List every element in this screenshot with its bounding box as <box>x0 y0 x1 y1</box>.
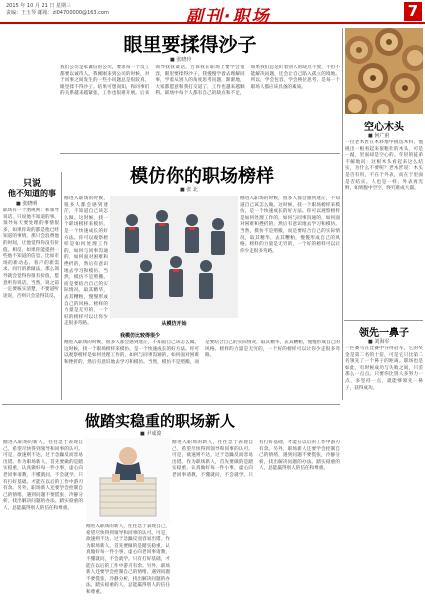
page-number: 7 <box>404 2 422 21</box>
column-divider-left <box>61 172 62 400</box>
article4-body-left: 刚进入职场的时候，很多人都会感到迷茫，不知道自己该怎么做。这时候，找一个职场榜样来模仿，是一个快速成长的好方法。你可以观察榜样是如何处理工作的，如何与同事沟通的，如何面对困难和挫折的，然后有意识地去学习和模仿。当然，模仿不是照搬，而是要结合自己的实际情况，取其精华，去其糟粕，慢慢形成自己的风格。榜样的力量是无穷的，一个好的榜样可以让你少走很多弯路。 <box>64 196 108 326</box>
article5-title: 领先一鼻子 <box>359 328 409 339</box>
article6-title: 做踏实稳重的职场新人 <box>84 412 235 430</box>
header-date: 2015 年 10 月 21 日 星期三 <box>6 3 71 9</box>
article4-title: 模仿你的职场榜样 <box>130 166 274 187</box>
article1-title: 眼里要揉得沙子 <box>123 34 257 56</box>
divider-above-article6 <box>2 404 340 405</box>
article1-byline: ■ 张晓玲 <box>170 57 192 63</box>
article4-subhead: 我模仿比较得很少 <box>120 333 161 339</box>
photo-caption: 从模仿开始 <box>161 321 187 327</box>
paper-stack-photo <box>86 438 170 522</box>
article5-byline: ■ 刘海军 <box>368 339 390 345</box>
article3-author: 何广甫 <box>374 133 390 139</box>
article6-author: 尹成浚 <box>146 431 162 437</box>
article5-author: 刘海军 <box>374 339 390 345</box>
column-divider-right <box>342 28 343 400</box>
business-figures-image <box>110 196 238 318</box>
article6-byline: ■ 尹成浚 <box>140 431 162 437</box>
header-editor: 责编：王玉琴 邮箱：zl04700000@163.com <box>6 10 109 16</box>
article2-byline: ■ 张晓明 <box>16 201 38 207</box>
article1-author: 张晓玲 <box>176 57 192 63</box>
article2-author: 张晓明 <box>22 201 38 207</box>
article6-body-under-photo: 刚进入职场的新人，往往急于表现自己，希望尽快得到领导和同事的认可。可是，欲速则不达，过于急躁反而容易出错。作为职场新人，首先要做的是踏实稳重，认真做好每一件小事，虚心向老同事请教，不懂就问，不会就学。只有打好基础，才能在以后的工作中游刃有余。另外，职场新人还要学会控制自己的情绪，遇到问题不要慌张，冷静分析，找出解决问题的办法。踏实稳重的人，总能赢得别人的信任和尊重。 <box>86 524 170 595</box>
article1-body: 我们公司是家诚信的公司，要求每一个员工都要以诚待人。我刚刚来到公司的时候，对于同事之间发生的一些小问题总是很较真，眼里揉不得沙子。结果可想而知，和同事们的关系越来越紧张，工作也很难开展。后来领导找我谈话，告诉我在职场上要学会宽容，眼里要揉得沙子。我慢慢学着去理解同事，学着从别人的角度思考问题，渐渐地，大家都愿意和我打交道了，工作也越来越顺利。职场中每个人都有自己的缺点和不足，如果我们总是盯着别人的缺点不放，不但不能解决问题，还会让自己陷入孤立的境地。所以，学会包容，学会换位思考，是每一个职场人都应该具备的素质。 <box>60 65 340 97</box>
wood-logs-photo <box>345 28 423 114</box>
article2-body: 职场有一个潜规则：和领导说话，只说他不知道的事。领导每天要处理的事情很多，如果你说的都是他已经知道的事情，那只会浪费他的时间，让他觉得你没有价值。相反，如果你能提供一些他不知道的信息，比如市场的新动态、客户的新需求、同行的新做法，那么领导就会觉得你很有价值，愿意听你说话。当然，说之前一定要核实清楚，不要道听途说，否则只会适得其反。 <box>3 208 59 299</box>
article5-body: 一匹赛马在比赛中夺得冠军，它的奖金是第二名的十倍，可是它只比第二名领先了一个鼻子的距离。职场也是如此，有时候成功与失败之间，只差那么一点点。只要你比别人多努力一点，多坚持一点，就能够领先一鼻子，获得成功。 <box>345 346 423 391</box>
article4-body-bottom: 刚进入职场的时候，很多人都会感到迷茫，不知道自己该怎么做。这时候，找一个职场榜样来模仿，是一个快速成长的好方法。你可以观察榜样是如何处理工作的，如何与同事沟通的，如何面对困难和挫折的，然后有意识地去学习和模仿。当然，模仿不是照搬，而是要结合自己的实际情况，取其精华，去其糟粕，慢慢形成自己的风格。榜样的力量是无穷的，一个好的榜样可以让你少走很多弯路。 <box>64 340 340 365</box>
page-header <box>0 0 425 27</box>
divider-above-article5 <box>344 320 423 321</box>
article4-body-right: 刚进入职场的时候，很多人都会感到迷茫，不知道自己该怎么做。这时候，找一个职场榜样来模仿，是一个快速成长的好方法。你可以观察榜样是如何处理工作的，如何与同事沟通的，如何面对困难和挫折的，然后有意识地去学习和模仿。当然，模仿不是照搬，而是要结合自己的实际情况，取其精华，去其糟粕，慢慢形成自己的风格。榜样的力量是无穷的，一个好的榜样可以让你少走很多弯路。 <box>240 196 340 254</box>
article2-title-line2: 他不知道的事 <box>8 189 56 198</box>
business-figures-photo <box>110 196 238 318</box>
article3-title: 空心木头 <box>364 122 404 133</box>
wood-logs-image <box>345 28 423 114</box>
paper-stack-image <box>86 438 170 522</box>
article4-byline: ■ 张 北 <box>180 187 198 193</box>
article4-author: 张 北 <box>186 187 198 193</box>
article2-title-line1: 只说 <box>22 179 41 189</box>
article6-body-right: 刚进入职场的新人，往往急于表现自己，希望尽快得到领导和同事的认可。可是，欲速则不达，过于急躁反而容易出错。作为职场新人，首先要做的是踏实稳重，认真做好每一件小事，虚心向老同事请教，不懂就问，不会就学。只有打好基础，才能在以后的工作中游刃有余。另外，职场新人还要学会控制自己的情绪，遇到问题不要慌张，冷静分析，找出解决问题的办法。踏实稳重的人，总能赢得别人的信任和尊重。 <box>172 440 340 478</box>
article3-body: 一位老木匠在木料堆中挑选木料，他挑出一根看起来很粗壮的木头，可是一敲，里面却是空心的。年轻的徒弟不解地问：这根木头看起来这么结实，为什么不要呢？老木匠说：木头是否有用，不在于外表，而在于里面是否结实。人也是一样，外表再光鲜，如果腹中空空，终究难成大器。 <box>345 140 423 192</box>
article6-body-left: 刚进入职场的新人，往往急于表现自己，希望尽快得到领导和同事的认可。可是，欲速则不达，过于急躁反而容易出错。作为职场新人，首先要做的是踏实稳重，认真做好每一件小事，虚心向老同事请教，不懂就问，不会就学。只有打好基础，才能在以后的工作中游刃有余。另外，职场新人还要学会控制自己的情绪，遇到问题不要慌张，冷静分析，找出解决问题的办法。踏实稳重的人，总能赢得别人的信任和尊重。 <box>3 440 83 511</box>
divider-under-article1 <box>60 153 340 154</box>
section-title: 副刊·职场 <box>186 7 271 27</box>
header-meta <box>6 3 109 17</box>
article3-byline: ■ 何广甫 <box>368 133 390 139</box>
